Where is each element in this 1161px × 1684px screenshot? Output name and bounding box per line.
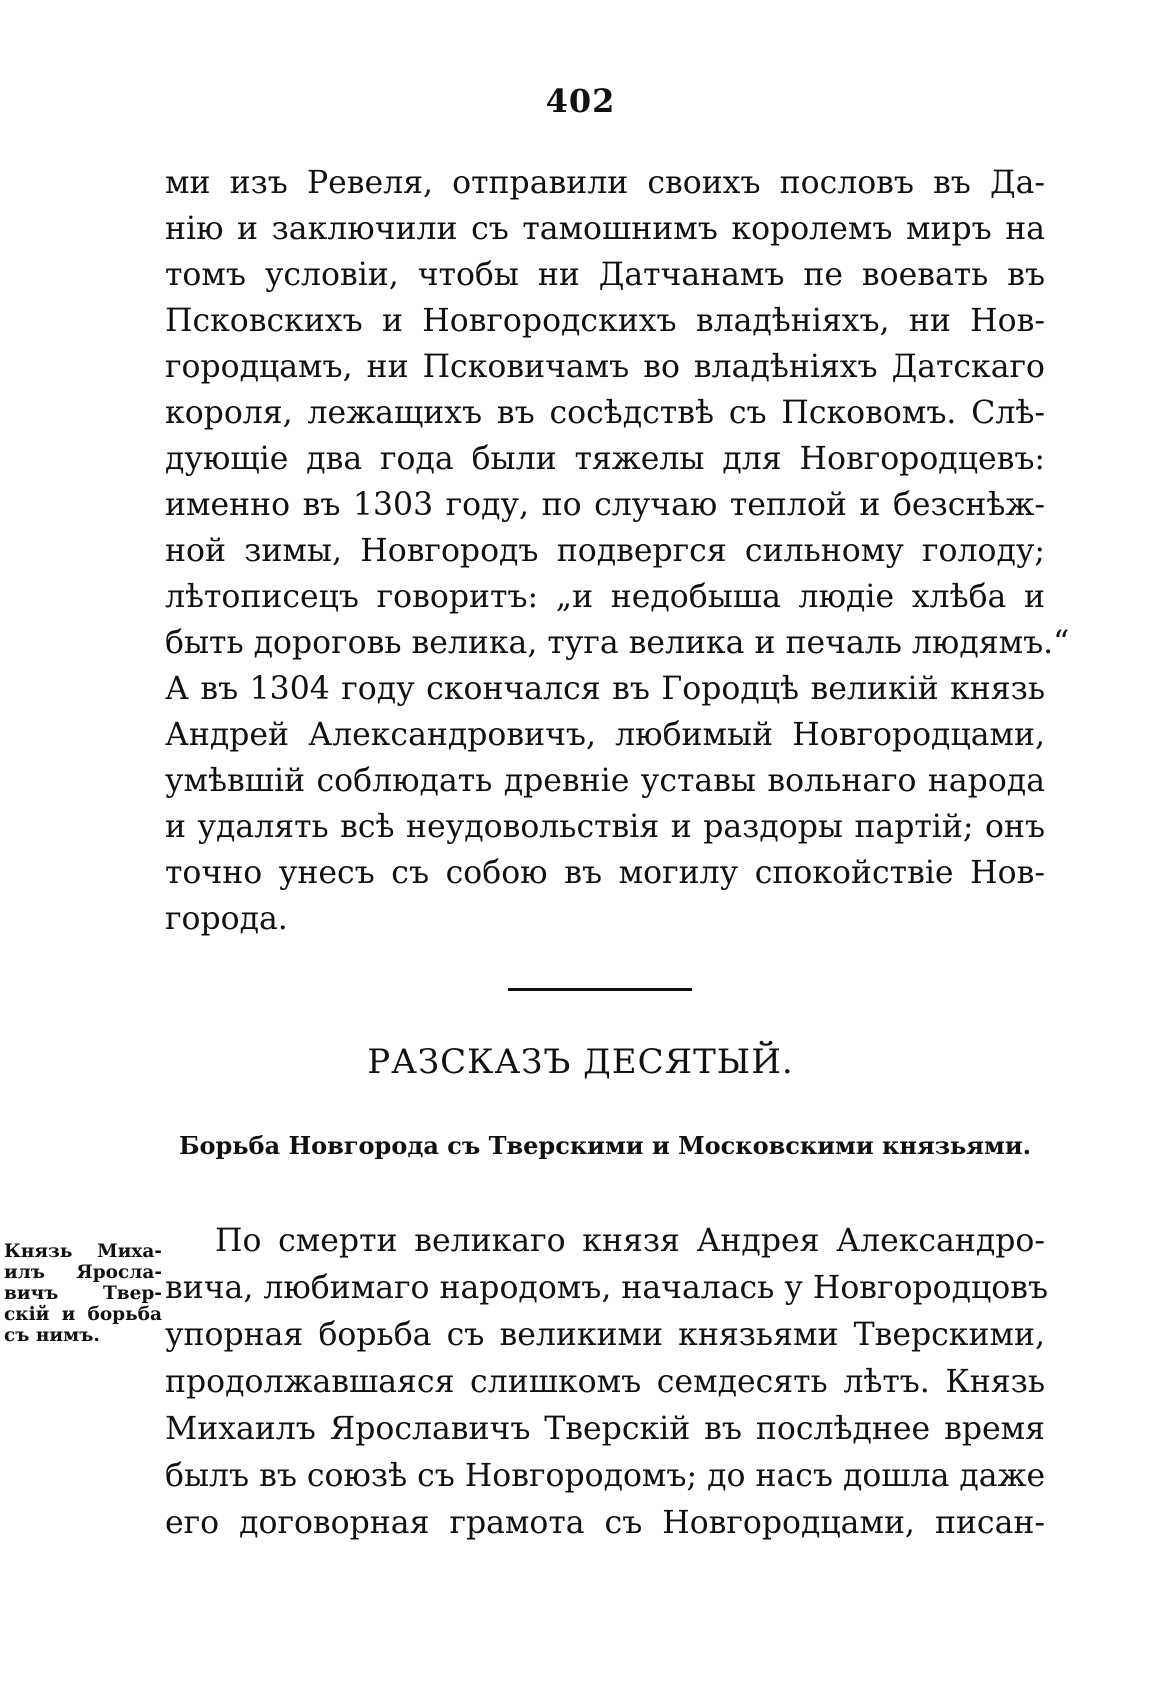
text-line: вича, любимаго народомъ, началась у Новгородцовъ <box>165 1270 1049 1306</box>
text-line: Андрей Александровичъ, любимый Новгородцами, <box>165 717 1045 753</box>
page-number: 402 <box>545 82 616 120</box>
text-line: А въ 1304 году скончался въ Городцѣ великій князь <box>165 671 1045 707</box>
text-line: Михаилъ Ярославичъ Тверскій въ послѣднее время <box>165 1411 1045 1447</box>
text-line: ми изъ Ревеля, отправили своихъ пословъ въ Да- <box>165 165 1045 201</box>
text-line: былъ въ союзѣ съ Новгородомъ; до насъ дошла даже <box>165 1458 1046 1494</box>
text-line: и удалять всѣ неудовольствія и раздоры партій; онъ <box>165 809 1045 845</box>
text-line: городцамъ, ни Псковичамъ во владѣніяхъ Датскаго <box>165 349 1045 385</box>
body-text-top <box>165 160 1070 942</box>
text-line: города. <box>165 901 288 937</box>
margin-note-line: Князь Миха- <box>4 1241 162 1262</box>
text-line: быть дороговь велика, туга велика и печаль людямъ.“ <box>165 625 1070 661</box>
text-line: умѣвшій соблюдать древніе уставы вольнаго народа <box>165 763 1045 799</box>
text-line: томъ условіи, чтобы ни Датчанамъ пе воевать въ <box>165 257 1045 293</box>
chapter-title: РАЗСКАЗЪ ДЕСЯТЫЙ. <box>367 1042 794 1082</box>
text-line: лѣтописецъ говоритъ: „и недобыша людіе хлѣба и <box>165 579 1045 615</box>
margin-note-line: скій и борьба <box>4 1304 162 1325</box>
text-line: его договорная грамота съ Новгородцами, писан- <box>165 1505 1045 1541</box>
text-line: ной зимы, Новгородъ подвергся сильному голоду; <box>165 533 1045 569</box>
text-line: По смерти великаго князя Андрея Александро- <box>215 1223 1045 1259</box>
section-divider <box>508 988 692 991</box>
text-line: упорная борьба съ великими князьями Тверскими, <box>165 1317 1045 1353</box>
text-line: продолжавшаяся слишкомъ семдесять лѣтъ. Князь <box>165 1364 1045 1400</box>
margin-note-line: съ нимъ. <box>4 1325 100 1346</box>
margin-note-line: вичъ Твер- <box>4 1283 162 1304</box>
margin-note <box>4 1241 162 1346</box>
text-line: именно въ 1303 году, по случаю теплой и безснѣж- <box>165 487 1045 523</box>
text-line: короля, лежащихъ въ сосѣдствѣ съ Псковомъ. Слѣ- <box>165 395 1045 431</box>
margin-note-line: илъ Яросла- <box>4 1262 162 1283</box>
body-text-bottom <box>165 1218 1049 1547</box>
text-line: дующіе два года были тяжелы для Новгородцевъ: <box>165 441 1045 477</box>
chapter-subtitle: Борьба Новгорода съ Тверскими и Московскими князьями. <box>178 1131 1032 1160</box>
text-line: нію и заключили съ тамошнимъ королемъ миръ на <box>165 211 1045 247</box>
text-line: точно унесъ съ собою въ могилу спокойствіе Нов- <box>165 855 1045 891</box>
text-line: Псковскихъ и Новгородскихъ владѣніяхъ, ни Нов- <box>165 303 1045 339</box>
